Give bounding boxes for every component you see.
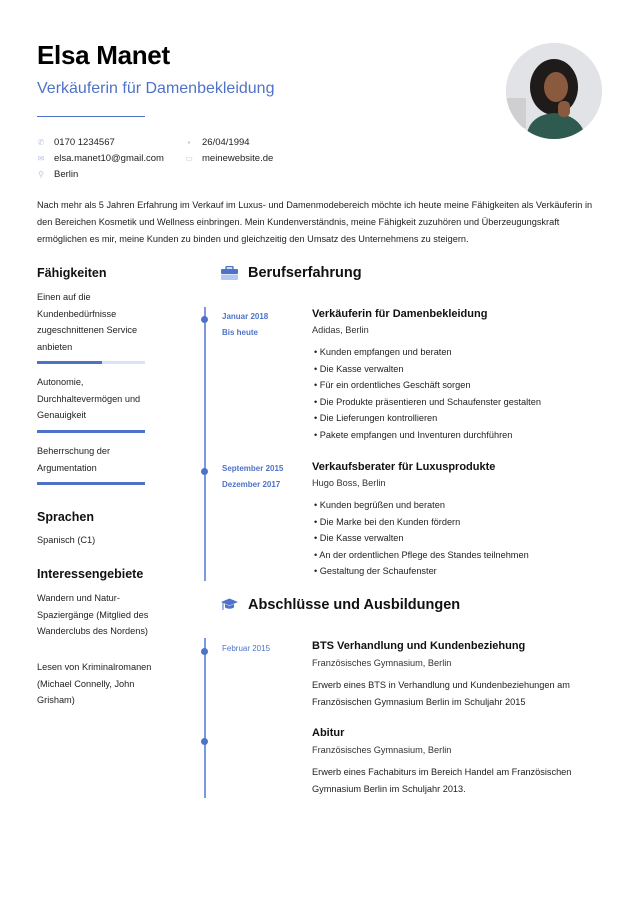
profile-summary: Nach mehr als 5 Jahren Erfahrung im Verkauf im Luxus- und Damenmodebereich möchte ich heute meine Fähigkeiten als Verkäuferin in den Bereichen Kosmetik und Wellness einbringen. Mein Kundenverständnis, meine Fähigkeit zuzuhören und Überzeugungskraft ermöglichen es mir, meine Kunden zu binden und gleichzeitig den Umsatz des Unternehmens zu steigern.	[37, 200, 593, 244]
job-title: Verkäuferin für Damenbekleidung	[312, 308, 488, 320]
timeline-dot	[201, 316, 208, 323]
education-timeline	[204, 638, 206, 798]
contact-location: ⚲ Berlin	[38, 169, 79, 180]
portrait-image	[506, 43, 602, 139]
bullet-item: • Kunden empfangen und beraten	[314, 347, 452, 357]
title-divider	[37, 116, 145, 117]
education-title: Abitur	[312, 727, 345, 739]
skill-item: Autonomie, Durchhaltevermögen und Genauigkeit	[37, 377, 141, 420]
job-title: Verkäuferin für Damenbekleidung	[37, 80, 275, 97]
experience-timeline	[204, 307, 206, 581]
bullet-item: • Pakete empfangen und Inventuren durchführen	[314, 429, 513, 440]
bullet-item: • Die Produkte präsentieren und Schaufenster gestalten	[314, 396, 541, 407]
bullet-item: • Kunden begrüßen und beraten	[314, 500, 445, 510]
education-description: Erwerb eines BTS in Verhandlung und Kundenbeziehungen am Französischen Gymnasium Berlin im Schuljahr 2015	[312, 680, 570, 707]
job-company: Adidas, Berlin	[312, 325, 369, 335]
bullet-item: • Die Kasse verwalten	[314, 533, 404, 543]
contact-phone: ✆ 0170 1234567	[37, 137, 115, 148]
education-date: Februar 2015	[222, 644, 271, 653]
job-bullets	[314, 344, 541, 443]
experience-heading: Berufserfahrung	[221, 265, 362, 281]
candidate-name: Elsa Manet	[37, 40, 170, 70]
bullet-item: • Für ein ordentliches Geschäft sorgen	[314, 380, 471, 390]
bullet-item: • Gestaltung der Schaufenster	[314, 566, 437, 576]
bullet-item: • Die Kasse verwalten	[314, 363, 404, 374]
bullet-item: • An der ordentlichen Pflege des Standes teilnehmen	[314, 549, 529, 560]
profile-photo	[506, 43, 602, 139]
location-pin-icon: ⚲	[38, 169, 44, 179]
education-heading: Abschlüsse und Ausbildungen	[221, 597, 460, 613]
interest-item: Lesen von Kriminalromanen (Michael Connelly, John Grisham)	[37, 662, 152, 705]
skill-level-bar	[37, 430, 145, 433]
phone-icon: ✆	[37, 137, 45, 147]
job-date-range: Januar 2018 Bis heute	[222, 312, 269, 337]
skills-heading: Fähigkeiten	[37, 266, 107, 280]
mail-icon: ✉	[37, 153, 45, 163]
skill-item: Einen auf die Kundenbedürfnisse zugeschnittenen Service anbieten	[37, 292, 138, 352]
interests-heading: Interessengebiete	[37, 567, 144, 581]
education-title: BTS Verhandlung und Kundenbeziehung	[312, 640, 526, 652]
timeline-dot	[201, 738, 208, 745]
job-date-range: September 2015 Dezember 2017	[222, 464, 284, 489]
job-company: Hugo Boss, Berlin	[312, 478, 386, 488]
skill-level-bar	[37, 482, 145, 485]
education-school: Französisches Gymnasium, Berlin	[312, 745, 452, 755]
contact-email[interactable]: ✉ elsa.manet10@gmail.com	[37, 153, 164, 164]
bullet-item: • Die Marke bei den Kunden fördern	[314, 516, 461, 527]
skill-level-bar	[37, 361, 145, 364]
job-title: Verkaufsberater für Luxusprodukte	[312, 461, 496, 473]
graduation-cap-icon	[221, 598, 238, 612]
education-description: Erwerb eines Fachabiturs im Bereich Handel am Französischen Gymnasium Berlin im Schuljahr 2013.	[312, 767, 572, 794]
interest-item: Wandern und Natur-Spaziergänge (Mitglied des Wanderclubs des Nordens)	[37, 593, 149, 636]
bullet-item: • Die Lieferungen kontrollieren	[314, 413, 438, 423]
timeline-dot	[201, 468, 208, 475]
job-bullets	[314, 497, 529, 580]
timeline-dot	[201, 648, 208, 655]
contact-birthdate: ▪ 26/04/1994	[185, 137, 250, 148]
calendar-icon: ▪	[187, 137, 191, 147]
languages-heading: Sprachen	[37, 510, 94, 524]
education-school: Französisches Gymnasium, Berlin	[312, 658, 452, 668]
globe-icon: ▭	[185, 153, 193, 163]
briefcase-icon	[221, 266, 238, 280]
language-item: Spanisch (C1)	[37, 535, 96, 545]
skill-item: Beherrschung der Argumentation	[37, 446, 111, 473]
contact-website[interactable]: ▭ meinewebsite.de	[185, 153, 274, 164]
